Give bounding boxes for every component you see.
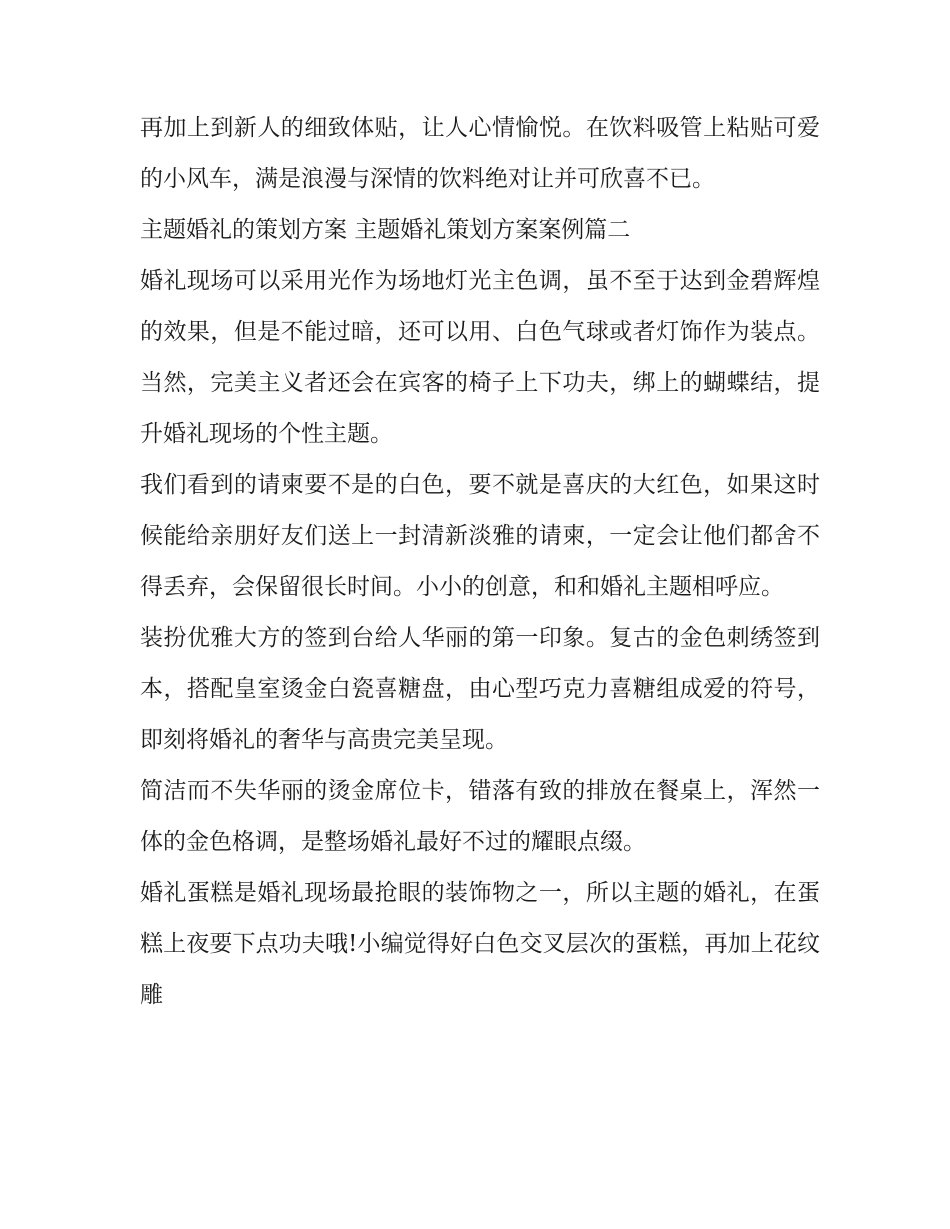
paragraph-1: 再加上到新人的细致体贴，让人心情愉悦。在饮料吸管上粘贴可爱的小风车，满是浪漫与深情的饮料绝对让并可欣喜不已。 — [140, 115, 820, 192]
section-heading: 主题婚礼的策划方案 主题婚礼策划方案案例篇二 — [140, 217, 631, 243]
paragraph-5: 简洁而不失华丽的烫金席位卡，错落有致的排放在餐桌上，浑然一体的金色格调，是整场婚礼最好不过的耀眼点缀。 — [140, 778, 820, 855]
document-body — [140, 103, 820, 1021]
paragraph-2: 婚礼现场可以采用光作为场地灯光主色调，虽不至于达到金碧辉煌的效果，但是不能过暗，还可以用、白色气球或者灯饰作为装点。当然，完美主义者还会在宾客的椅子上下功夫，绑上的蝴蝶结，提升婚礼现场的个性主题。 — [140, 268, 820, 447]
paragraph-6: 婚礼蛋糕是婚礼现场最抢眼的装饰物之一，所以主题的婚礼，在蛋糕上夜要下点功夫哦!小编觉得好白色交叉层次的蛋糕，再加上花纹雕 — [140, 880, 820, 1008]
paragraph-4: 装扮优雅大方的签到台给人华丽的第一印象。复古的金色刺绣签到本，搭配皇室烫金白瓷喜糖盘，由心型巧克力喜糖组成爱的符号，即刻将婚礼的奢华与高贵完美呈现。 — [140, 625, 820, 753]
paragraph-3: 我们看到的请柬要不是的白色，要不就是喜庆的大红色，如果这时候能给亲朋好友们送上一封清新淡雅的请柬，一定会让他们都舍不得丢弃，会保留很长时间。小小的创意，和和婚礼主题相呼应。 — [140, 472, 820, 600]
